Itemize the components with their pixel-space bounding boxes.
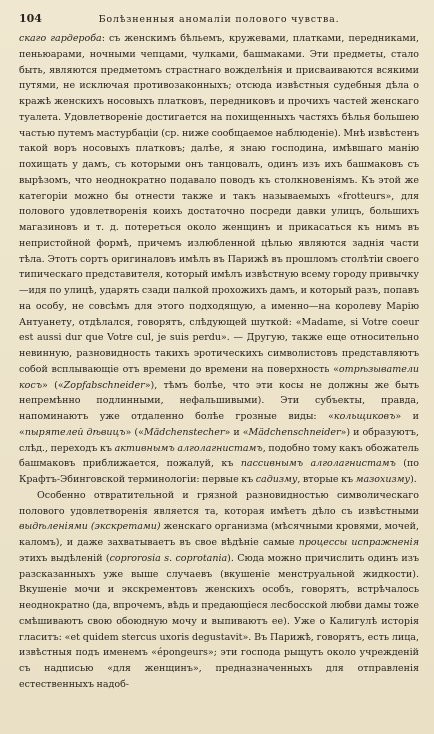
text-run: ). Сюда можно причислить одинъ изъ разсказанныхъ уже выше случаевъ (вкушеніе менструальной жидкости). Вкушеніе мочи и экскрементовъ женскихъ особъ, говорятъ, встрѣчалось неоднократно (да, впрочемъ, вѣдь и предающіеся лесбосской любви дамы тоже смѣшиваютъ свою обоюдную мочу и выпиваютъ ее). Уже о Калигулѣ исторія гласитъ: «et quidem stercus uxoris degustavit». Въ Парижѣ, говорятъ, есть лица, извѣстныя подъ именемъ «épongeurs»; эти господа рыщутъ около учрежденій съ надписью «для женщинъ», предназначенныхъ для отправленія естественныхъ надоб- bbox=[19, 552, 419, 690]
paragraph bbox=[19, 31, 419, 488]
emphasized-text: coprorosia s. coprotania bbox=[109, 552, 228, 564]
emphasized-text: активнымъ алголагнистамъ bbox=[114, 442, 263, 454]
text-run: ). bbox=[410, 474, 417, 485]
emphasized-text: Zopfabschneider bbox=[63, 379, 145, 391]
text-run: этихъ выдѣленій ( bbox=[19, 552, 110, 564]
emphasized-text: процессы испражненія bbox=[298, 537, 419, 548]
text-run: » (« bbox=[125, 426, 144, 438]
text-run: » (« bbox=[42, 379, 64, 391]
text-run: (по Крафтъ-Эбинговской терминологіи: первые къ bbox=[19, 458, 419, 485]
text-run: : съ женскимъ бѣльемъ, кружевами, платками, передниками, пеньюарами, ночными чепцами, чулками, башмаками. Эти предметы, стало быть, являются предметомъ страстнаго вожделѣнія и присваиваются всякими путями, не исключая противозаконныхъ; отсюда извѣстныя судебныя дѣла о кражѣ женскихъ носовыхъ платковъ, передниковъ и прочихъ частей женскаго туалета. Удовлетвореніе достигается на похищенныхъ частяхъ бѣлья большею частью путемъ мастурбаціи (ср. ниже сообщаемое наблюденіе). Мнѣ извѣстенъ такой воръ носовыхъ платковъ; далѣе, я знаю господина, имѣвшаго манію похищать у дамъ, съ которыми онъ танцовалъ, одинъ изъ ихъ башмаковъ съ вырѣзомъ, что неоднократно подавало поводъ къ столкновеніямъ. Къ этой же категоріи можно бы отнести также и такъ называемыхъ «frotteurs», для полового удовлетворенія коихъ достаточно посреди давки улицъ, большихъ магазиновъ и т. д. потереться около женщинъ и прикасаться къ нимъ въ непристойной формѣ, причемъ излюбленной цѣлью являются заднія части тѣла. Этотъ сортъ оригиналовъ имѣлъ въ Парижѣ въ прошломъ столѣтіи своего типическаго представителя, который имѣлъ извѣстную всему городу привычку—идя по улицѣ, ударять сзади палкой прохожихъ дамъ, и который разъ, попавъ на особу, не совсѣмъ для этого подходящую, а именно—на королеву Марію Антуанету, отдѣлался, говорятъ, слѣдующей шуткой: «Madame, si Votre coeur est aussi dur que Votre cul, je suis perdu». — Другую, также еще относительно невинную, разновидность такихъ эротическихъ символистовъ представляютъ собой всплывающіе отъ времени до времени на поверхность « bbox=[19, 33, 419, 375]
text-run: » и « bbox=[224, 426, 249, 438]
body-text bbox=[19, 31, 419, 693]
page-number: 104 bbox=[19, 12, 42, 25]
text-run: »), тѣмъ болѣе, что эти косы не должны же быть непремѣнно подлинными, нефальшивыми). Эти субъекты, правда, напоминаютъ уже отдаленно болѣе грозные виды: « bbox=[19, 379, 419, 422]
emphasized-text: скаго гардероба bbox=[19, 33, 102, 44]
emphasized-text: мазохизму bbox=[355, 474, 411, 485]
emphasized-text: кольщиковъ bbox=[333, 411, 396, 422]
emphasized-text: отрѣзыватели косъ bbox=[19, 363, 419, 391]
text-run: ») и образуютъ, слѣд., переходъ къ bbox=[19, 426, 419, 454]
emphasized-text: садизму bbox=[255, 474, 298, 485]
running-title: Болѣзненныя аномаліи полового чувства. bbox=[98, 14, 340, 25]
emphasized-text: пассивнымъ алголагнистамъ bbox=[240, 458, 396, 470]
text-run: женскаго организма (мѣсячными кровями, мочей, каломъ), и даже захватываетъ въ свое вѣдѣніе самые bbox=[19, 521, 420, 548]
page-header bbox=[19, 12, 419, 29]
text-run: » и « bbox=[19, 411, 419, 438]
emphasized-text: Mädchenstecher bbox=[143, 426, 225, 438]
emphasized-text: пырятелей дѣвицъ bbox=[24, 426, 126, 438]
text-run: Особенно отвратительной и грязной разновидностью символическаго полового удовлетворенія является та, которая имѣетъ дѣло съ извѣстными bbox=[19, 489, 419, 517]
emphasized-text: выдѣленіями (экскретами) bbox=[19, 521, 161, 533]
paragraph bbox=[19, 488, 419, 693]
emphasized-text: Mädchenschneider bbox=[248, 426, 341, 438]
text-run: , подобно тому какъ обожатель башмаковъ приближается, пожалуй, къ bbox=[19, 442, 419, 470]
text-run: , вторые къ bbox=[297, 474, 356, 485]
